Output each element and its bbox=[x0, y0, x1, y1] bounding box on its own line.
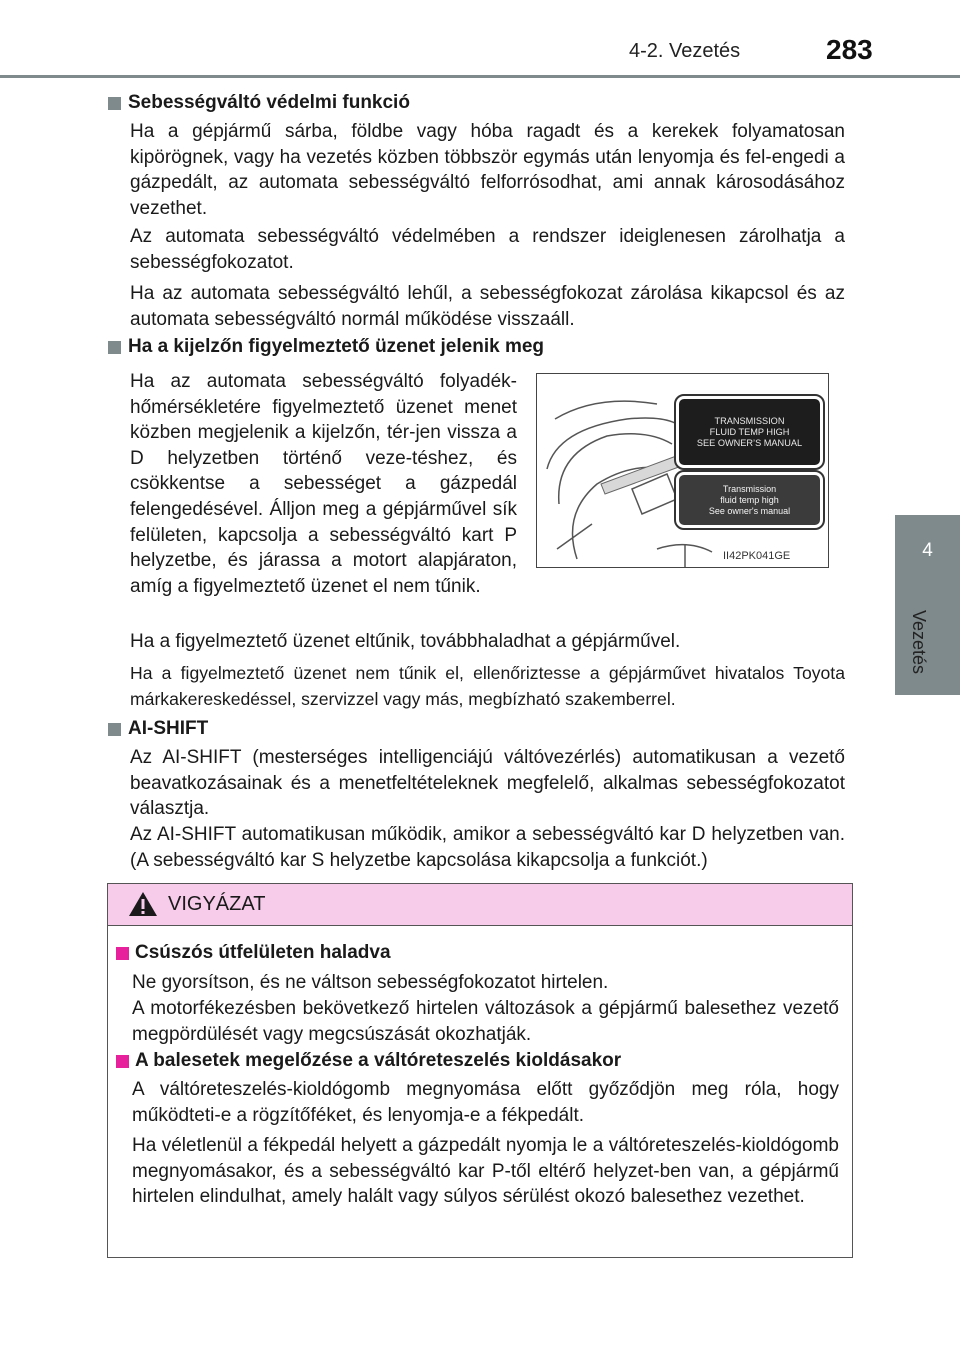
section-heading-transmission-protection bbox=[108, 92, 410, 114]
heading-text: A balesetek megelőzése a váltóreteszelés kioldásakor bbox=[135, 1050, 622, 1071]
message-line: SEE OWNER’S MANUAL bbox=[696, 437, 803, 448]
paragraph: Ha az automata sebességváltó folyadék-hőmérsékletére figyelmeztető üzenet menet közben megjelenik a kijelzőn, tér-jen vissza a D helyzetben történő veze-téshez, és csökkentse a sebességet a gázpedál felengedésével. Álljon meg a gépjárművel sík felületen, kapcsolja a sebességváltó kart P helyzetbe, és járassa a motort alapjáraton, amíg a figyelmeztető üzenet el nem tűnik. bbox=[130, 371, 517, 597]
paragraph: Az AI-SHIFT automatikusan működik, amikor a sebességváltó kar D helyzetben van. (A sebességváltó kar S helyzetbe kapcsolása kikapcsolja a funkciót.) bbox=[130, 824, 845, 871]
caution-header bbox=[108, 884, 852, 926]
warning-triangle-icon bbox=[128, 891, 158, 917]
paragraph: Ha a gépjármű sárba, földbe vagy hóba ragadt és a kerekek folyamatosan kipörögnek, vagy ha vezetés közben többször egymás után lenyomja és fel-engedi a gázpedált, az automata sebességváltó felforrósodhat, ami annak károsodásához vezethet. bbox=[130, 121, 845, 219]
bullet-square-icon bbox=[108, 723, 121, 736]
paragraph: Az AI-SHIFT (mesterséges intelligenciájú váltóvezérlés) automatikusan a vezető beavatkozásainak és a menetfeltételeknek megfelelő, alkalmas sebességfokozatot választja. bbox=[130, 747, 845, 820]
bullet-square-icon bbox=[116, 947, 129, 960]
caution-title: VIGYÁZAT bbox=[168, 893, 266, 915]
section-heading-warning-message bbox=[108, 336, 544, 358]
message-line: FLUID TEMP HIGH bbox=[709, 426, 790, 437]
paragraph: Ne gyorsítson, és ne váltson sebességfokozatot hirtelen. bbox=[132, 972, 609, 993]
message-line: Transmission bbox=[722, 483, 777, 494]
heading-text: Ha a kijelzőn figyelmeztető üzenet jelenik meg bbox=[128, 336, 545, 357]
message-line: See owner's manual bbox=[708, 505, 791, 516]
heading-text: Sebességváltó védelmi funkció bbox=[128, 92, 410, 113]
paragraph: A váltóreteszelés-kioldógomb megnyomása előtt győződjön meg róla, hogy működteti-e a rögzítőféket, és lenyomja-e a fékpedált. bbox=[132, 1079, 839, 1126]
paragraph: Az automata sebességváltó védelmében a rendszer ideiglenesen zárolhatja a sebességfokozatot. bbox=[130, 226, 845, 273]
header-section-title: 4-2. Vezetés bbox=[629, 40, 741, 62]
page-number: 283 bbox=[826, 34, 873, 65]
bullet-square-icon bbox=[108, 97, 121, 110]
caution-heading-slippery-road bbox=[116, 942, 391, 964]
paragraph: Ha a figyelmeztető üzenet nem tűnik el, ellenőriztesse a gépjárművet hivatalos Toyota márkakereskedéssel, szervizzel vagy más, megbízható szakemberrel. bbox=[130, 663, 845, 709]
paragraph: Ha véletlenül a fékpedál helyett a gázpedált nyomja le a váltóreteszelés-kioldógomb megnyomásakor, és a sebességváltó kar P-től eltérő helyzet-ben van, a gépjármű hirtelen elindulhat, amely halált vagy súlyos sérülést okozó balesethez vezethet. bbox=[132, 1135, 839, 1208]
paragraph: A motorfékezésben bekövetkező hirtelen változások a gépjármű balesethez vezető megpördülését vagy megcsúszását okozhatják. bbox=[132, 998, 839, 1045]
message-line: TRANSMISSION bbox=[714, 415, 785, 426]
message-line: fluid temp high bbox=[720, 494, 779, 505]
caution-box bbox=[107, 883, 853, 1258]
caution-heading-shift-lock bbox=[116, 1050, 621, 1072]
chapter-label: Vezetés bbox=[909, 610, 929, 675]
heading-text: Csúszós útfelületen haladva bbox=[135, 942, 391, 963]
display-message-mixedcase bbox=[676, 472, 823, 528]
heading-text: AI-SHIFT bbox=[128, 718, 209, 739]
figure-code: II42PK041GE bbox=[723, 550, 791, 562]
display-message-uppercase bbox=[676, 396, 823, 468]
section-heading-ai-shift bbox=[108, 718, 208, 740]
chapter-number: 4 bbox=[922, 540, 933, 561]
bullet-square-icon bbox=[116, 1055, 129, 1068]
paragraph: Ha a figyelmeztető üzenet eltűnik, továbbhaladhat a gépjárművel. bbox=[130, 631, 681, 652]
paragraph: Ha az automata sebességváltó lehűl, a sebességfokozat zárolása kikapcsol és az automata sebességváltó normál működése visszaáll. bbox=[130, 283, 845, 330]
bullet-square-icon bbox=[108, 341, 121, 354]
header-divider bbox=[0, 75, 960, 78]
